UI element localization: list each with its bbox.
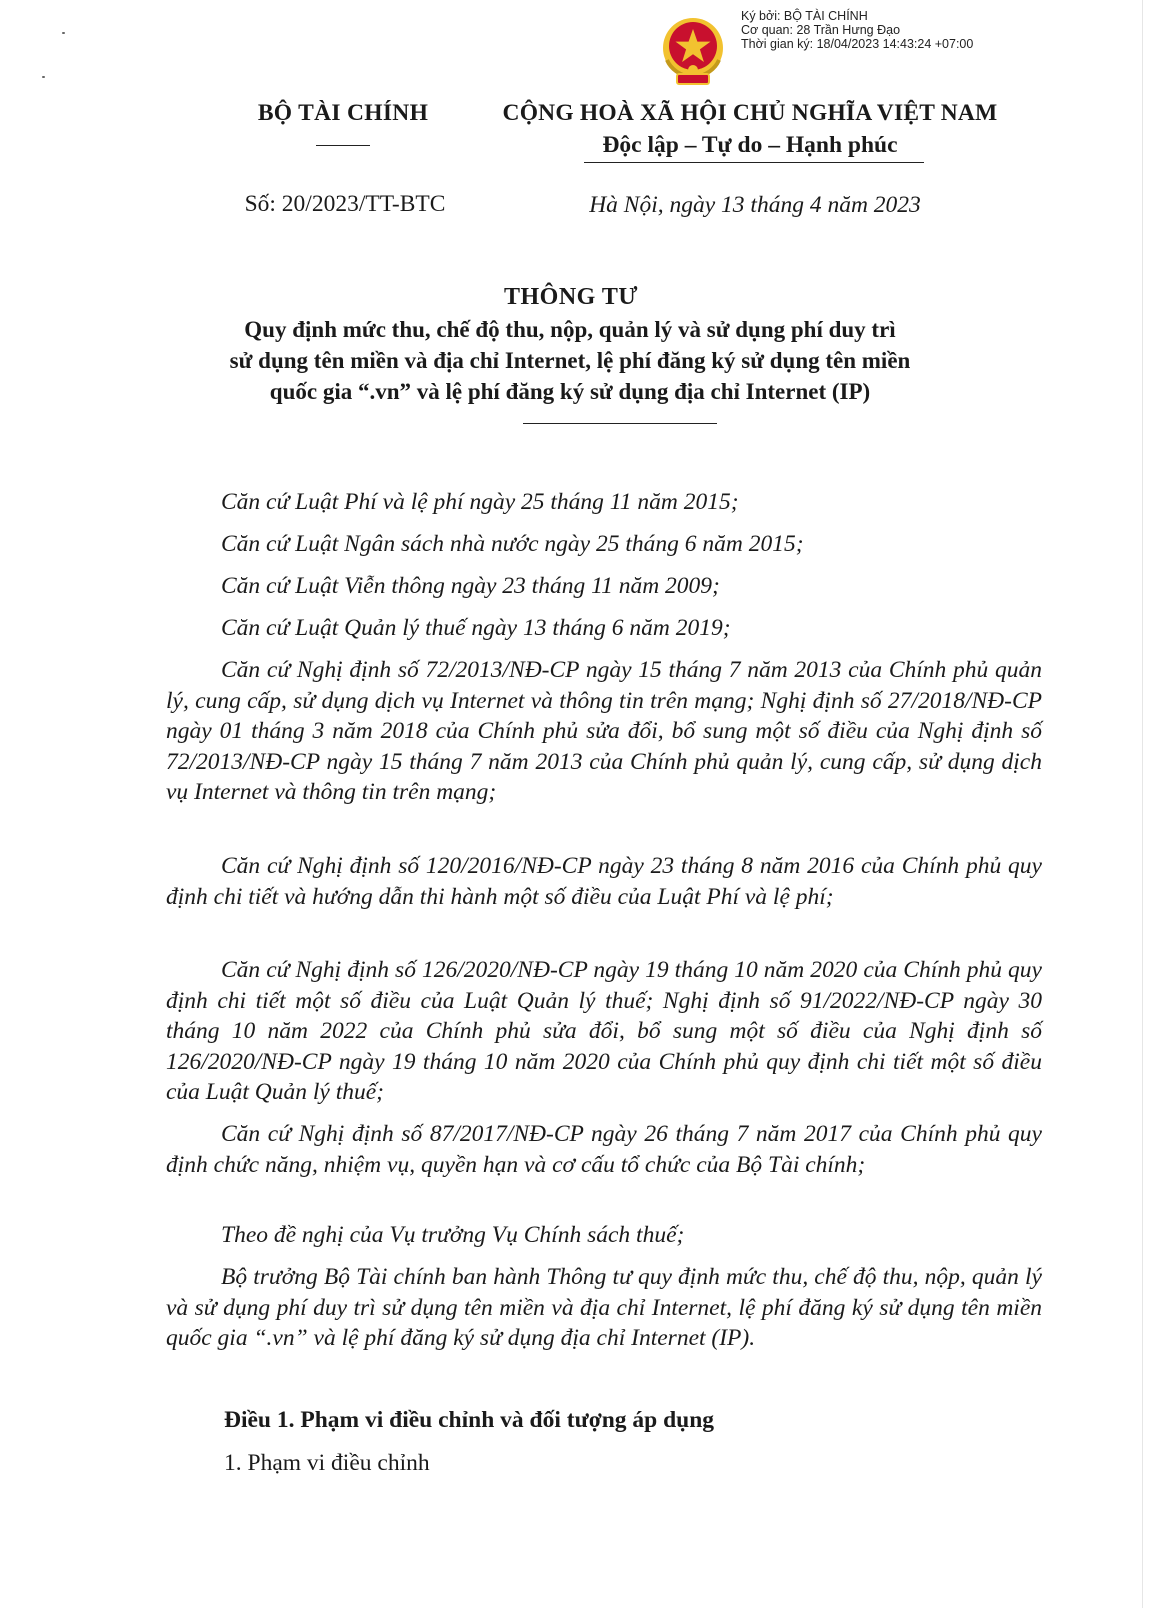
document-title <box>170 314 970 407</box>
signature-time: Thời gian ký: 18/04/2023 14:43:24 +07:00 <box>741 37 974 51</box>
motto-underline <box>584 162 924 163</box>
digital-signature-info <box>741 9 1141 51</box>
document-number: Số: 20/2023/TT-BTC <box>244 191 446 217</box>
preamble-clause: Căn cứ Luật Quản lý thuế ngày 13 tháng 6 năm 2019; <box>221 615 731 641</box>
preamble-clause: Bộ trưởng Bộ Tài chính ban hành Thông tư quy định mức thu, chế độ thu, nộp, quản lý và sử dụng phí duy trì sử dụng tên miền và địa chỉ Internet, lệ phí đăng ký sử dụng tên miền quốc gia “.vn” và lệ phí đăng ký sử dụng địa chỉ Internet (IP). <box>166 1264 1042 1351</box>
place-and-date: Hà Nội, ngày 13 tháng 4 năm 2023 <box>589 192 921 218</box>
national-emblem-icon <box>651 12 735 92</box>
national-title: CỘNG HOÀ XÃ HỘI CHỦ NGHĨA VIỆT NAM <box>502 100 998 126</box>
preamble-clause: Căn cứ Nghị định số 126/2020/NĐ-CP ngày 19 tháng 10 năm 2020 của Chính phủ quy định chi tiết một số điều của Luật Quản lý thuế; Nghị định số 91/2022/NĐ-CP ngày 30 tháng 10 năm 2022 của Chính phủ sửa đổi, bổ sung một số điều của Nghị định số 126/2020/NĐ-CP ngày 19 tháng 10 năm 2020 của Chính phủ quy định chi tiết một số điều của Luật Quản lý thuế; <box>166 957 1042 1105</box>
preamble-clause: Căn cứ Luật Ngân sách nhà nước ngày 25 tháng 6 năm 2015; <box>221 531 804 557</box>
signature-signer: Ký bởi: BỘ TÀI CHÍNH <box>741 9 868 23</box>
title-underline <box>523 423 717 424</box>
article-heading: Điều 1. Phạm vi điều chỉnh và đối tượng áp dụng <box>224 1407 715 1433</box>
preamble-clause: Căn cứ Luật Phí và lệ phí ngày 25 tháng 11 năm 2015; <box>221 489 739 515</box>
agency-divider <box>316 145 370 146</box>
preamble-clause: Căn cứ Luật Viễn thông ngày 23 tháng 11 năm 2009; <box>221 573 720 599</box>
preamble-clause: Căn cứ Nghị định số 120/2016/NĐ-CP ngày 23 tháng 8 năm 2016 của Chính phủ quy định chi tiết và hướng dẫn thi hành một số điều của Luật Phí và lệ phí; <box>166 853 1042 910</box>
preamble-clause: Theo đề nghị của Vụ trưởng Vụ Chính sách thuế; <box>221 1222 685 1248</box>
title-line: quốc gia “.vn” và lệ phí đăng ký sử dụng địa chỉ Internet (IP) <box>269 379 871 404</box>
page-edge <box>1142 0 1170 1608</box>
national-motto: Độc lập – Tự do – Hạnh phúc <box>602 132 898 158</box>
scan-speck <box>42 76 45 78</box>
scan-speck <box>62 32 65 34</box>
preamble-clause: Căn cứ Nghị định số 87/2017/NĐ-CP ngày 26 tháng 7 năm 2017 của Chính phủ quy định chức năng, nhiệm vụ, quyền hạn và cơ cấu tổ chức của Bộ Tài chính; <box>166 1121 1042 1178</box>
title-line: sử dụng tên miền và địa chỉ Internet, lệ phí đăng ký sử dụng tên miền <box>229 348 911 373</box>
signature-agency: Cơ quan: 28 Trần Hưng Đạo <box>741 23 901 37</box>
issuing-agency: BỘ TÀI CHÍNH <box>257 100 429 126</box>
title-line: Quy định mức thu, chế độ thu, nộp, quản lý và sử dụng phí duy trì <box>244 317 896 342</box>
article-item: 1. Phạm vi điều chỉnh <box>224 1450 430 1476</box>
preamble-clause: Căn cứ Nghị định số 72/2013/NĐ-CP ngày 15 tháng 7 năm 2013 của Chính phủ quản lý, cung cấp, sử dụng dịch vụ Internet và thông tin trên mạng; Nghị định số 27/2018/NĐ-CP ngày 01 tháng 3 năm 2018 của Chính phủ sửa đổi, bổ sung một số điều của Nghị định số 72/2013/NĐ-CP ngày 15 tháng 7 năm 2013 của Chính phủ quản lý, cung cấp, sử dụng dịch vụ Internet và thông tin trên mạng; <box>166 657 1042 805</box>
document-type: THÔNG TƯ <box>503 284 639 310</box>
